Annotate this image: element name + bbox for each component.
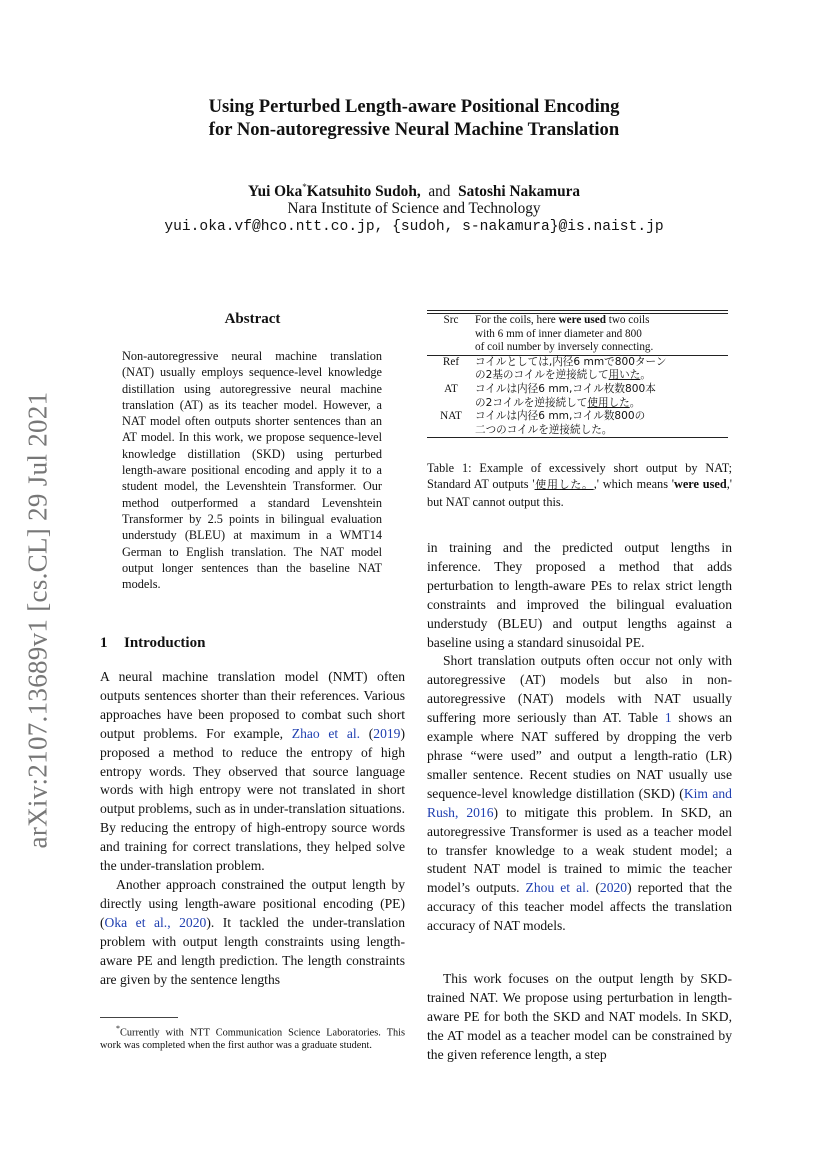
author-and: and xyxy=(428,183,451,201)
intro-body-right xyxy=(427,539,732,936)
citation-zhao[interactable]: Zhao et al. xyxy=(291,725,361,741)
footnote-rule xyxy=(100,1017,178,1018)
footnote-mark: * xyxy=(116,1024,120,1033)
table-row-at xyxy=(427,383,728,410)
footnote-text: Currently with NTT Communication Science Laboratories. This work was completed when the first author was a graduate student. xyxy=(100,1027,405,1052)
title-line-2: for Non-autoregressive Neural Machine Translation xyxy=(208,119,620,140)
ref-line-2b: 。 xyxy=(640,369,651,382)
intro-body-left xyxy=(100,668,405,989)
caption-text-a: Table 1: Example of excessively short output by NAT; Standard AT outputs ' xyxy=(427,461,732,492)
arxiv-id-text: arXiv:2107.13689v1 [cs.CL] 29 Jul 2021 xyxy=(22,391,53,849)
section-heading-introduction xyxy=(100,635,205,652)
src-line-1a: For the coils, here xyxy=(475,314,559,326)
affiliation: Nara Institute of Science and Technology xyxy=(287,200,541,217)
footnote xyxy=(100,1022,405,1052)
row-text-at xyxy=(475,383,728,410)
src-bold-phrase: were used xyxy=(558,314,606,326)
table-bottom-rule xyxy=(427,437,728,438)
table-row-src xyxy=(427,314,728,355)
src-line-3: of coil number by inversely connecting. xyxy=(475,341,654,354)
citation-zhou[interactable]: Zhou et al. xyxy=(525,880,590,896)
intro-p1-text-b: proposed a method to reduce the entropy of high entropy words. They observed that source language words with high entropy were not translated in short output problems, such as in under-translation situations. By reducing the entropy of high-entropy source words and training for correct translations, they helped solve the under-translation problem. xyxy=(100,744,405,874)
citation-zhao-year[interactable]: 2019 xyxy=(373,725,401,741)
author-2: Katsuhito Sudoh, xyxy=(306,183,421,201)
example-table xyxy=(427,310,728,438)
table-reference-link[interactable]: 1 xyxy=(664,710,672,726)
intro-p2-text-a: Another approach constrained the output length by directly using length-aware positional encoding (PE) ( xyxy=(100,876,405,930)
abstract-heading: Abstract xyxy=(224,311,281,327)
at-line-2a: の2コイルを逆接続して xyxy=(475,396,588,409)
nat-line-1: コイルは内径6 mm,コイル数800の xyxy=(475,410,646,423)
author-1: Yui Oka xyxy=(247,183,303,201)
citation-kim-rush[interactable]: Kim and Rush, 2016 xyxy=(427,785,732,820)
src-line-2: with 6 mm of inner diameter and 800 xyxy=(475,327,642,340)
caption-text-b: ,' which means ' xyxy=(593,477,674,492)
intro-paragraph-1: A neural machine translation model (NMT) often outputs sentences shorter than their references. Various approaches have been proposed to combat such short output problems. For example, Zhao et al. (2019) proposed a method to reduce the entropy of high entropy words. They observed that source language words with high entropy were not translated in short output problems, such as in under-translation situations. By reducing the entropy of high-entropy source words and training for correct translations, they helped solve the under-translation problem. xyxy=(100,669,405,874)
table-row-nat xyxy=(427,410,728,437)
right-paragraph-1: in training and the predicted output lengths in inference. They proposed a method that adds perturbation to length-aware PEs to relax strict length constraints and improved the bilingual evaluation understudy (BLEU) and output lengths against a baseline using a standard sinusoidal PE. xyxy=(427,540,732,650)
right-p2-text-c: ) to mitigate this problem. In SKD, an autoregressive Transformer is used as a teacher model to transfer knowledge to a weak student model; a student NAT model is trained to mimic the teacher model’s outputs. xyxy=(427,804,733,896)
author-3: Satoshi Nakamura xyxy=(458,183,581,201)
author-1-footnote-mark: * xyxy=(302,182,307,192)
ref-line-1: コイルとしては,内径6 mmで800ターン xyxy=(475,355,667,368)
right-paragraph-3: This work focuses on the output length by SKD-trained NAT. We propose using perturbation in length-aware PE for both the SKD and NAT models. In SKD, the AT model as a teacher model can be constrained by the given reference length, a step xyxy=(427,971,732,1062)
arxiv-watermark xyxy=(16,380,60,860)
right-p2-text-b: shows an example where NAT suffered by dropping the verb phrase “were used” and output a length-ratio (LR) smaller sentence. Recent studies on NAT usually use sequence-level knowledge distillation (SKD) ( xyxy=(427,710,732,801)
row-label-ref: Ref xyxy=(442,355,460,368)
src-line-1b: two coils xyxy=(605,314,650,326)
right-p2-text-a: Short translation outputs often occur not only with autoregressive (AT) models but also in non-autoregressive (NAT) models with NAT usually suffering more seriously than AT. Table xyxy=(427,653,732,726)
ref-underlined: 用いた xyxy=(608,369,641,382)
row-text-ref xyxy=(475,356,728,383)
section-number: 1 xyxy=(100,635,108,651)
nat-line-2: 二つのコイルを逆接続した。 xyxy=(475,423,613,436)
ref-line-2a: の2基のコイルを逆接続して xyxy=(475,369,609,382)
intro-body-right-2 xyxy=(427,970,732,1065)
intro-paragraph-2 xyxy=(100,876,405,989)
at-line-1: コイルは内径6 mm,コイル枚数800本 xyxy=(475,382,656,395)
right-p2-text-d: reported that the accuracy of this teacher model affects the translation accuracy of NAT models. xyxy=(427,880,732,934)
row-label-at: AT xyxy=(444,382,458,395)
intro-p1-text-a: A neural machine translation model (NMT) often outputs sentences shorter than their references. Various approaches have been proposed to combat such short output problems. For example, xyxy=(100,669,405,741)
author-emails: yui.oka.vf@hco.ntt.co.jp, {sudoh, s-nakamura}@is.naist.jp xyxy=(164,219,664,235)
section-title: Introduction xyxy=(124,635,206,651)
row-label-src: Src xyxy=(443,314,459,326)
row-text-nat xyxy=(475,410,728,437)
table-row-ref xyxy=(427,356,728,383)
abstract-text: Non-autoregressive neural machine translation (NAT) usually employs sequence-level knowledge distillation using autoregressive neural machine translation (AT) as its teacher model. However, a NAT model often outputs shorter sentences than an AT model. In this work, we propose sequence-level knowledge distillation (SKD) using perturbed length-aware positional encoding and apply it to a student model, the Levenshtein Transformer. Our method outperformed a standard Levenshtein Transformer by 2.5 points in bilingual evaluation understudy (BLEU) at maximum in a WMT14 German to English translation. The NAT model output longer sentences than the baseline NAT models. xyxy=(122,349,382,592)
citation-oka[interactable]: Oka et al., 2020 xyxy=(104,914,207,930)
caption-bold: were used xyxy=(673,477,727,492)
citation-zhou-year[interactable]: 2020 xyxy=(599,880,628,896)
caption-text-c: ,' but NAT cannot output this. xyxy=(427,477,732,509)
caption-underlined: 使用した。 xyxy=(534,478,594,492)
intro-p2-text-b: ). It tackled the under-translation problem with output length constraints using length-aware PE and length prediction. The length constraints are given by the sentence lengths xyxy=(100,914,406,987)
right-paragraph-2: Short translation outputs often occur not only with autoregressive (AT) models but also in non-autoregressive (NAT) models with NAT usually suffering more seriously than AT. Table 1 shows an example where NAT suffered by dropping the verb phrase “were used” and output a length-ratio (LR) smaller sentence. Recent studies on NAT usually use sequence-level knowledge distillation (SKD) (Kim and Rush, 2016) to mitigate this problem. In SKD, an autoregressive Transformer is used as a teacher model to transfer knowledge to a weak student model; a student NAT model is trained to mimic the teacher model’s outputs. Zhou et al. (2020) reported that the accuracy of this teacher model affects the translation accuracy of NAT models. xyxy=(427,653,733,934)
table-caption xyxy=(427,460,732,510)
author-list xyxy=(100,177,728,202)
at-underlined: 使用した xyxy=(587,396,630,409)
row-label-nat: NAT xyxy=(440,410,462,423)
paper-title xyxy=(120,95,708,141)
row-text-src xyxy=(475,314,728,355)
title-line-1: Using Perturbed Length-aware Positional Encoding xyxy=(208,96,620,117)
at-line-2b: 。 xyxy=(629,396,641,409)
